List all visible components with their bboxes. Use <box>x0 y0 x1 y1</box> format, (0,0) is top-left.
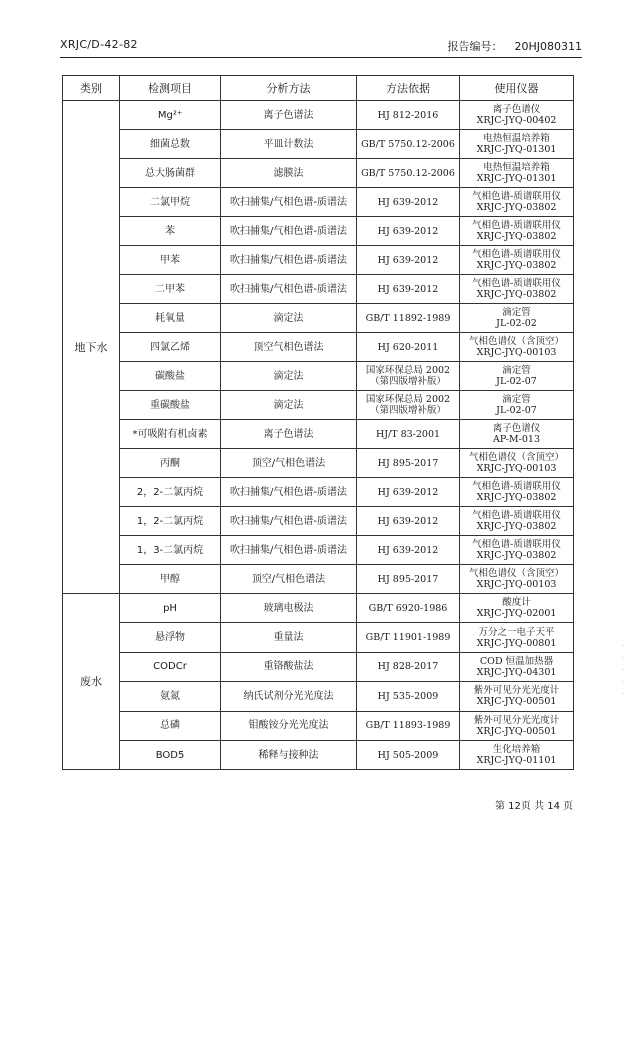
instrument-cell <box>460 333 574 362</box>
instrument-id: XRJC-JYQ-03802 <box>476 231 557 242</box>
instrument-cell <box>460 740 574 769</box>
test-item-cell: Mg²⁺ <box>120 101 221 130</box>
test-item-cell: pH <box>120 594 221 623</box>
instrument-id: XRJC-JYQ-03802 <box>476 260 557 271</box>
table-row <box>63 507 574 536</box>
instrument-id: XRJC-JYQ-03802 <box>476 521 557 532</box>
test-item-cell: 甲醇 <box>120 565 221 594</box>
instrument-name: 气相色谱-质谱联用仪 <box>472 481 561 492</box>
instrument-name: 滴定管 <box>502 365 531 376</box>
instrument-id: XRJC-JYQ-04301 <box>476 666 557 678</box>
instrument-id: XRJC-JYQ-03802 <box>476 550 557 561</box>
analysis-method-cell: 吹扫捕集/气相色谱-质谱法 <box>221 275 357 304</box>
test-item-cell: 1，2-二氯丙烷 <box>120 507 221 536</box>
instrument-name: 离子色谱仪 <box>492 104 541 115</box>
method-basis-cell: HJ 639-2012 <box>357 536 460 565</box>
test-item-cell: BOD5 <box>120 740 221 769</box>
test-item-cell: 苯 <box>120 217 221 246</box>
instrument-name: 生化培养箱 <box>492 744 541 756</box>
method-basis-cell: GB/T 11892-1989 <box>357 304 460 333</box>
instrument-cell <box>460 623 574 652</box>
analysis-method-cell: 滴定法 <box>221 391 357 420</box>
instrument-name: 电热恒温培养箱 <box>483 133 550 144</box>
table-row <box>63 391 574 420</box>
report-number-label: 报告编号： <box>447 40 503 53</box>
table-row <box>63 420 574 449</box>
instrument-id: XRJC-JYQ-00103 <box>476 463 557 474</box>
instrument-cell <box>460 188 574 217</box>
analysis-method-cell: 钼酸铵分光光度法 <box>221 711 357 740</box>
analysis-method-cell: 离子色谱法 <box>221 101 357 130</box>
instrument-cell <box>460 275 574 304</box>
instrument-id: XRJC-JYQ-01101 <box>476 755 557 767</box>
table-row <box>63 159 574 188</box>
analysis-method-cell: 滴定法 <box>221 362 357 391</box>
method-basis-cell: GB/T 11893-1989 <box>357 711 460 740</box>
analysis-method-cell: 重量法 <box>221 623 357 652</box>
method-basis-cell: HJ 895-2017 <box>357 449 460 478</box>
instrument-name: 酸度计 <box>502 597 531 609</box>
analysis-method-cell: 稀释与接种法 <box>221 740 357 769</box>
column-header: 使用仪器 <box>460 76 574 101</box>
report-number-value: 20HJ080311 <box>514 40 582 53</box>
table-row <box>63 652 574 681</box>
analysis-method-cell: 吹扫捕集/气相色谱-质谱法 <box>221 188 357 217</box>
analysis-method-cell: 离子色谱法 <box>221 420 357 449</box>
table-row <box>63 246 574 275</box>
analysis-method-cell: 平皿计数法 <box>221 130 357 159</box>
column-header: 分析方法 <box>221 76 357 101</box>
analysis-method-cell: 吹扫捕集/气相色谱-质谱法 <box>221 246 357 275</box>
category-cell: 地下水 <box>63 101 120 594</box>
instrument-id: XRJC-JYQ-00103 <box>476 347 557 358</box>
instrument-name: 滴定管 <box>502 394 531 405</box>
method-basis-cell: 国家环保总局 2002（第四版增补版） <box>357 362 460 391</box>
table-row <box>63 101 574 130</box>
method-basis-cell: HJ 639-2012 <box>357 507 460 536</box>
table-row <box>63 275 574 304</box>
table-row <box>63 304 574 333</box>
method-basis-cell: HJ 620-2011 <box>357 333 460 362</box>
test-item-cell: 甲苯 <box>120 246 221 275</box>
analysis-method-cell: 纳氏试剂分光光度法 <box>221 682 357 711</box>
test-item-cell: 细菌总数 <box>120 130 221 159</box>
instrument-cell <box>460 594 574 623</box>
test-item-cell: 悬浮物 <box>120 623 221 652</box>
instrument-cell <box>460 478 574 507</box>
method-basis-cell: HJ 812-2016 <box>357 101 460 130</box>
analysis-method-cell: 滴定法 <box>221 304 357 333</box>
method-basis-cell: 国家环保总局 2002（第四版增补版） <box>357 391 460 420</box>
test-item-cell: 2，2-二氯丙烷 <box>120 478 221 507</box>
instrument-id: XRJC-JYQ-01301 <box>476 173 557 184</box>
method-basis-cell: HJ 639-2012 <box>357 188 460 217</box>
instrument-cell <box>460 652 574 681</box>
test-item-cell: *可吸附有机卤素 <box>120 420 221 449</box>
table-body <box>63 101 574 770</box>
instrument-name: 气相色谱-质谱联用仪 <box>472 220 561 231</box>
method-basis-cell: HJ 535-2009 <box>357 682 460 711</box>
edge-seal-mark: · · · · · <box>622 642 625 698</box>
instrument-name: 气相色谱-质谱联用仪 <box>472 278 561 289</box>
test-item-cell: 耗氧量 <box>120 304 221 333</box>
instrument-name: 气相色谱仪（含顶空） <box>468 336 564 347</box>
table-row <box>63 188 574 217</box>
instrument-id: XRJC-JYQ-00103 <box>476 579 557 590</box>
document-code: XRJC/D-42-82 <box>60 38 138 51</box>
test-item-cell: 碳酸盐 <box>120 362 221 391</box>
column-header: 类别 <box>63 76 120 101</box>
test-item-cell: 二氯甲烷 <box>120 188 221 217</box>
instrument-cell <box>460 217 574 246</box>
instrument-cell <box>460 711 574 740</box>
method-basis-cell: HJ 639-2012 <box>357 246 460 275</box>
method-basis-cell: GB/T 5750.12-2006 <box>357 159 460 188</box>
method-basis-cell: HJ 639-2012 <box>357 275 460 304</box>
method-basis-cell: HJ/T 83-2001 <box>357 420 460 449</box>
method-basis-cell: GB/T 11901-1989 <box>357 623 460 652</box>
table-row <box>63 740 574 769</box>
instrument-cell <box>460 362 574 391</box>
test-item-cell: 氨氮 <box>120 682 221 711</box>
instrument-cell <box>460 304 574 333</box>
test-item-cell: 总磷 <box>120 711 221 740</box>
instrument-name: 万分之一电子天平 <box>478 626 555 638</box>
table-row <box>63 623 574 652</box>
instrument-name: 气相色谱-质谱联用仪 <box>472 510 561 521</box>
method-basis-cell: HJ 639-2012 <box>357 217 460 246</box>
table-row <box>63 478 574 507</box>
method-basis-cell: GB/T 6920-1986 <box>357 594 460 623</box>
test-item-cell: 四氯乙烯 <box>120 333 221 362</box>
analysis-method-cell: 玻璃电极法 <box>221 594 357 623</box>
instrument-id: XRJC-JYQ-02001 <box>476 608 557 620</box>
method-basis-cell: HJ 895-2017 <box>357 565 460 594</box>
analysis-method-cell: 顶空/气相色谱法 <box>221 565 357 594</box>
instrument-cell <box>460 391 574 420</box>
test-item-cell: CODCr <box>120 652 221 681</box>
test-item-cell: 重碳酸盐 <box>120 391 221 420</box>
table-row <box>63 449 574 478</box>
test-item-cell: 二甲苯 <box>120 275 221 304</box>
analysis-method-cell: 滤膜法 <box>221 159 357 188</box>
table-header-row <box>63 76 574 101</box>
instrument-cell <box>460 449 574 478</box>
instrument-id: XRJC-JYQ-00402 <box>476 115 557 126</box>
instrument-cell <box>460 159 574 188</box>
column-header: 方法依据 <box>357 76 460 101</box>
table-row <box>63 594 574 623</box>
page-number: 第 12页 共 14 页 <box>495 801 574 812</box>
instrument-cell <box>460 130 574 159</box>
test-methods-table <box>62 75 574 770</box>
instrument-name: 电热恒温培养箱 <box>483 162 550 173</box>
instrument-name: 紫外可见分光光度计 <box>473 714 560 726</box>
instrument-name: 气相色谱-质谱联用仪 <box>472 191 561 202</box>
test-item-cell: 1，3-二氯丙烷 <box>120 536 221 565</box>
instrument-id: JL-02-07 <box>496 376 537 387</box>
instrument-name: 气相色谱仪（含顶空） <box>468 452 564 463</box>
instrument-id: XRJC-JYQ-00501 <box>476 696 557 708</box>
instrument-cell <box>460 536 574 565</box>
analysis-method-cell: 顶空/气相色谱法 <box>221 449 357 478</box>
instrument-id: XRJC-JYQ-01301 <box>476 144 557 155</box>
instrument-id: XRJC-JYQ-03802 <box>476 202 557 213</box>
instrument-id: XRJC-JYQ-00501 <box>476 725 557 737</box>
instrument-name: 紫外可见分光光度计 <box>473 685 560 697</box>
instrument-name: 离子色谱仪 <box>492 423 541 434</box>
table-row <box>63 130 574 159</box>
instrument-name: COD 恒温加热器 <box>479 655 554 667</box>
test-item-cell: 丙酮 <box>120 449 221 478</box>
analysis-method-cell: 顶空气相色谱法 <box>221 333 357 362</box>
test-item-cell: 总大肠菌群 <box>120 159 221 188</box>
instrument-id: JL-02-02 <box>496 318 537 329</box>
analysis-method-cell: 吹扫捕集/气相色谱-质谱法 <box>221 217 357 246</box>
column-header: 检测项目 <box>120 76 221 101</box>
instrument-id: XRJC-JYQ-03802 <box>476 492 557 503</box>
method-basis-cell: HJ 639-2012 <box>357 478 460 507</box>
instrument-id: XRJC-JYQ-00801 <box>476 637 557 649</box>
instrument-name: 滴定管 <box>502 307 531 318</box>
instrument-cell <box>460 507 574 536</box>
instrument-id: JL-02-07 <box>496 405 537 416</box>
instrument-name: 气相色谱-质谱联用仪 <box>472 539 561 550</box>
method-basis-cell: HJ 828-2017 <box>357 652 460 681</box>
table-row <box>63 682 574 711</box>
table-row <box>63 711 574 740</box>
method-basis-cell: GB/T 5750.12-2006 <box>357 130 460 159</box>
analysis-method-cell: 重铬酸盐法 <box>221 652 357 681</box>
table-row <box>63 217 574 246</box>
instrument-cell <box>460 420 574 449</box>
analysis-method-cell: 吹扫捕集/气相色谱-质谱法 <box>221 478 357 507</box>
table-row <box>63 565 574 594</box>
analysis-method-cell: 吹扫捕集/气相色谱-质谱法 <box>221 536 357 565</box>
method-basis-cell: HJ 505-2009 <box>357 740 460 769</box>
report-number-block <box>447 38 582 54</box>
header-divider <box>60 57 582 58</box>
instrument-name: 气相色谱仪（含顶空） <box>468 568 564 579</box>
table-row <box>63 333 574 362</box>
instrument-cell <box>460 682 574 711</box>
table-row <box>63 536 574 565</box>
analysis-method-cell: 吹扫捕集/气相色谱-质谱法 <box>221 507 357 536</box>
instrument-cell <box>460 246 574 275</box>
instrument-id: AP-M-013 <box>492 434 540 445</box>
table-row <box>63 362 574 391</box>
category-cell: 废水 <box>63 594 120 770</box>
instrument-id: XRJC-JYQ-03802 <box>476 289 557 300</box>
instrument-cell <box>460 565 574 594</box>
instrument-cell <box>460 101 574 130</box>
instrument-name: 气相色谱-质谱联用仪 <box>472 249 561 260</box>
